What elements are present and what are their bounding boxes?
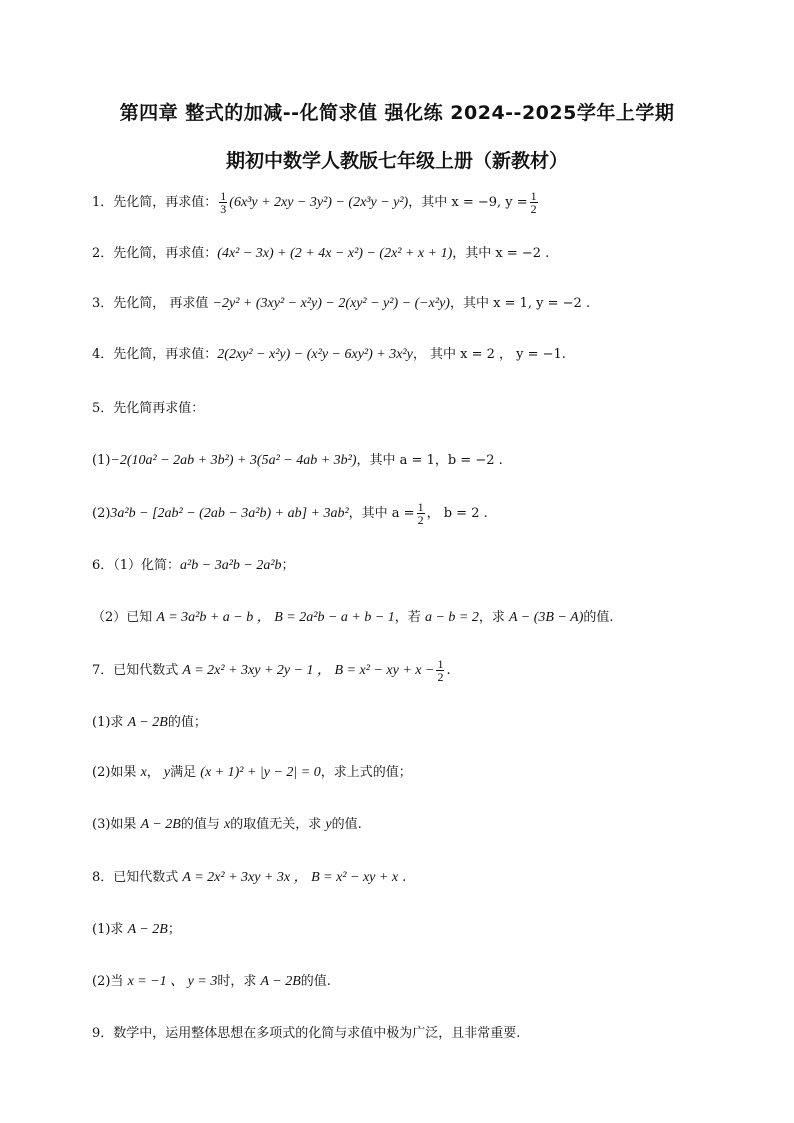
q8b-expression: x = −1 、 y = 3: [127, 974, 218, 989]
q3-condition: ，其中 x = 1, y = −2 .: [449, 296, 591, 311]
q8b-mid: 时，求: [217, 974, 261, 989]
question-7: [92, 658, 451, 683]
q6b-expression: A = 3a²b + a − b ， B = 2a²b − a + b − 1: [156, 610, 395, 625]
question-5-part-1: [92, 451, 503, 471]
q8-expression: A = 2x² + 3xy + 3x ， B = x² − xy + x: [182, 870, 399, 885]
question-7-part-1: [92, 713, 207, 733]
q4-expression: 2(2xy² − x²y) − (x²y − 6xy²) + 3x²y: [217, 347, 413, 362]
q7-prefix: 7．已知代数式: [92, 663, 183, 678]
question-6-part-2: [92, 608, 614, 628]
q2-condition: ，其中 x = −2 .: [452, 246, 550, 261]
q7b-end: ，求上式的值；: [320, 765, 412, 780]
question-3: [92, 294, 590, 314]
q5b-frac-num: 1: [417, 500, 424, 514]
q2-expression: (4x² − 3x) + (2 + 4x − x²) − (2x² + x + 1): [217, 246, 453, 261]
q5b-frac-den: 2: [417, 513, 424, 527]
q2-prefix: 2．先化简，再求值：: [92, 246, 218, 261]
q4-prefix: 4．先化简，再求值：: [92, 347, 218, 362]
q7a-expression: A − 2B: [127, 715, 168, 730]
q7a-prefix: (1)求: [92, 715, 128, 730]
q8-prefix: 8．已知代数式: [92, 870, 183, 885]
q6a-prefix: 6．（1）化简：: [92, 558, 181, 573]
q8a-expression: A − 2B: [127, 922, 168, 937]
q7b-mid: 满足: [170, 765, 201, 780]
q7b-expression: (x + 1)² + |y − 2| = 0: [200, 765, 321, 780]
q7c-var-y: y: [325, 817, 332, 832]
q7b-var-y: y: [163, 765, 171, 780]
q5a-expression: −2(10a² − 2ab + 3b²) + 3(5a² − 4ab + 3b²): [110, 453, 357, 468]
q6b-expression-2: a − b = 2: [424, 610, 479, 625]
question-7-part-2: [92, 763, 412, 783]
q8a-end: ；: [167, 922, 181, 937]
q6b-end: 的值.: [583, 610, 614, 625]
q6b-prefix: （2）已知: [92, 610, 157, 625]
question-8-part-1: [92, 920, 181, 940]
q1-cond-num: 1: [530, 189, 537, 203]
q7-fraction: [436, 658, 444, 683]
q6b-expression-3: A − (3B − A): [508, 610, 584, 625]
q7c-end: 的值.: [331, 817, 362, 832]
q5b-fraction: [417, 501, 425, 526]
question-5: 5．先化简再求值：: [92, 401, 205, 416]
q7-end: .: [446, 663, 451, 678]
q3-expression: −2y² + (3xy² − x²y) − 2(xy² − y²) − (−x²y): [212, 296, 450, 311]
q1-prefix: 1．先化简，再求值：: [92, 195, 218, 210]
q7b-prefix: (2)如果: [92, 765, 141, 780]
q8a-prefix: (1)求: [92, 922, 128, 937]
q1-frac-den: 3: [220, 202, 227, 216]
q7c-prefix: (3)如果: [92, 817, 141, 832]
q6b-mid: ，若: [394, 610, 425, 625]
question-6-part-1: [92, 556, 295, 576]
q5b-condition: ，其中 a =: [348, 506, 415, 521]
q1-expression: (6x³y + 2xy − 3y²) − (2x³y − y²): [229, 195, 409, 210]
q7b-sep: ，: [146, 765, 164, 780]
q6a-end: ；: [281, 558, 295, 573]
q5b-condition-2: ， b = 2 .: [426, 506, 488, 521]
q6a-expression: a²b − 3a²b − 2a²b: [180, 558, 282, 573]
question-7-part-3: [92, 815, 362, 835]
q1-condition: ，其中 x = −9, y =: [408, 195, 528, 210]
question-9: 9．数学中，运用整体思想在多项式的化简与求值中极为广泛，且非常重要.: [92, 1026, 521, 1041]
page-title-line1: 第四章 整式的加减--化简求值 强化练 2024--2025学年上学期: [119, 102, 675, 124]
q7-expression: A = 2x² + 3xy + 2y − 1 ， B = x² − xy + x −: [182, 663, 435, 678]
q7-frac-den: 2: [437, 670, 444, 684]
q7c-mid-2: 的取值无关，求: [230, 817, 326, 832]
q7a-end: 的值；: [167, 715, 207, 730]
q7c-var-x: x: [224, 817, 231, 832]
q8b-end: 的值.: [300, 974, 331, 989]
question-8: [92, 868, 406, 888]
q5b-label: (2): [92, 506, 111, 521]
question-8-part-2: [92, 972, 331, 992]
q7b-var-x: x: [140, 765, 147, 780]
question-1: [92, 190, 540, 215]
q1-cond-fraction: [530, 190, 538, 215]
q5b-expression: 3a²b − [2ab² − (2ab − 3a²b) + ab] + 3ab²: [110, 506, 349, 521]
question-4: [92, 345, 566, 365]
q1-cond-den: 2: [530, 202, 537, 216]
page-title-line2: 期初中数学人教版七年级上册（新教材）: [225, 150, 568, 172]
q3-prefix: 3．先化简， 再求值: [92, 296, 213, 311]
q8b-prefix: (2)当: [92, 974, 128, 989]
q7-frac-num: 1: [437, 657, 444, 671]
q8-end: .: [398, 870, 407, 885]
q1-fraction: [219, 190, 227, 215]
q1-frac-num: 1: [220, 189, 227, 203]
q8b-expression-2: A − 2B: [260, 974, 301, 989]
q6b-mid-2: ，求: [478, 610, 509, 625]
question-2: [92, 244, 549, 264]
q5a-label: (1): [92, 453, 111, 468]
q5a-condition: ，其中 a = 1，b = −2 .: [356, 453, 503, 468]
question-5-part-2: [92, 501, 488, 526]
q4-condition: ， 其中 x = 2 ， y = −1.: [412, 347, 566, 362]
q7c-mid: 的值与: [180, 817, 225, 832]
q7c-expression: A − 2B: [140, 817, 181, 832]
